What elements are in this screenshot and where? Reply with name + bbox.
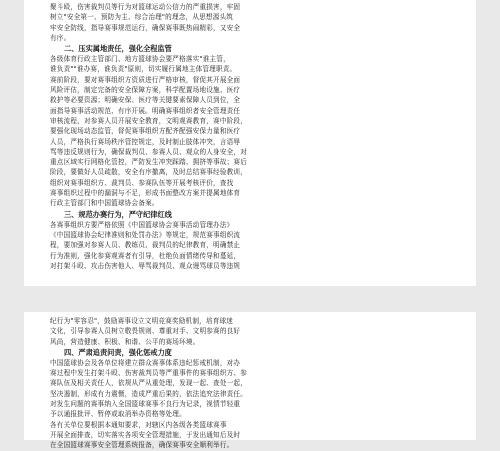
text-line: 人员，严格执行赛场秩序管控规定，及时制止肢体冲突，言语辱 bbox=[50, 137, 241, 146]
section-4-heading: 四、严肃追责问责，强化惩戒力度 bbox=[64, 347, 172, 357]
text-line: 阶段，要做好人员疏散，安全有序撤离，及时总结赛事经验教训， bbox=[50, 168, 248, 177]
text-line: 赛过程中发生打架斗殴、伤害裁判员等严重事件的赛事组织方、参 bbox=[50, 369, 248, 378]
text-line: 有序。 bbox=[50, 33, 71, 42]
section-3-paragraph bbox=[50, 220, 450, 271]
text-line: 要强化现场动态监管，督促赛事组织方配齐配强安保力量和医疗 bbox=[50, 127, 241, 136]
document-page-2 bbox=[24, 312, 476, 450]
section-2-heading: 二、压实属地责任，强化全程监管 bbox=[64, 44, 172, 54]
text-line: 面指导赛事活动规范、有序开展。明确赛事组织者安全管理责任 bbox=[50, 106, 241, 115]
text-line: 救护等必要资源；明确安保、医疗等关键要素保障人员到位，全 bbox=[50, 96, 241, 105]
text-line: 各有关单位要根据本通知要求，对辖区内各级各类篮球赛事 bbox=[50, 420, 227, 429]
text-line: 予以通报批评、暂停或取消举办资格等处理。 bbox=[50, 410, 186, 419]
text-line: 纪行为"零容忍"，鼓励赛事设立文明竞赛奖励机制，培育球迷 bbox=[50, 317, 234, 325]
section-3-heading: 三、规范办赛行为，严守纪律红线 bbox=[64, 209, 172, 219]
text-line: 在全国篮球赛事安全管理系统报备，确保赛事安全顺利举行。 bbox=[50, 441, 234, 450]
text-line: 赛队伍及相关责任人，依规从严从重处理，发现一起、查处一起， bbox=[50, 379, 248, 388]
text-line: 赛事组织过程中的漏洞与不足，形成书面整改方案并提属地体育 bbox=[50, 189, 241, 198]
text-line: 牢安全防线，指导赛事规范运行，确保赛事既热闹精彩，又安全 bbox=[50, 23, 241, 32]
text-line: 审核流程，对参赛人员开展安全教育，文明观赛教育，赛中阶段， bbox=[50, 116, 248, 125]
text-line: 中国篮球协会及各单位将建立群众赛事体系违纪惩戒机制，对办 bbox=[50, 358, 241, 367]
text-line: 风尚，营造健康、积极、和谐、公平的赛场环境。 bbox=[50, 337, 200, 346]
text-line: 程，要加强对参赛人员、教练员、裁判员的纪律教育，明确禁止 bbox=[50, 241, 241, 250]
text-line: 风险评估，制定完备的安全保障方案，科学配置场地设施、医疗 bbox=[50, 86, 241, 95]
text-line: 开展全面排查，切实落实各项安全管理措施，于发出通知后及时 bbox=[50, 430, 241, 439]
continuation-paragraph bbox=[50, 316, 450, 347]
text-line: 重点区域实行网格化管控，严防发生冲突踩踏、拥挤等事故；赛后 bbox=[50, 158, 248, 167]
section-2-paragraph bbox=[50, 54, 450, 208]
text-line: 组织对赛事组织方、裁判员、参赛队伍等开展考核评价，查找 bbox=[50, 178, 234, 187]
section-4-paragraph bbox=[50, 358, 450, 451]
document-page-1 bbox=[24, 0, 476, 286]
text-line: 谁负责""谁办赛，谁负责"原则，切实履行属地主体管理职责。 bbox=[50, 65, 237, 74]
text-line: 树立"安全第一、预防为主、综合治理"的理念，从思想源头筑 bbox=[50, 13, 234, 22]
text-line: 坚决遏制，形成有力震慑，造成严重后果的，依法追究法律责任。 bbox=[50, 389, 248, 398]
text-line: 《中国篮球协会纪律准则和处罚办法》等规定，规范赛事组织流 bbox=[50, 230, 241, 239]
text-line: 各级体育行政主管部门、地方篮球协会要严格落实"谁主管， bbox=[50, 55, 230, 64]
text-line: 聚斗殴，伤害裁判员等行为对篮球运动公信力的严重损害，牢固 bbox=[50, 3, 241, 11]
text-line: 文化，引导参赛人员树立敬畏规则、尊重对手、文明参赛的良好 bbox=[50, 327, 241, 336]
text-line: 赛前阶段，要对赛事组织方资质进行严格审核，督促其开展全面 bbox=[50, 75, 241, 84]
text-line: 行政主管部门和中国篮球协会备案。 bbox=[50, 199, 159, 208]
text-line: 对打架斗殴、攻击伤害他人、辱骂裁判员、观众谩骂球员等违规 bbox=[50, 261, 241, 270]
intro-paragraph bbox=[50, 2, 450, 43]
text-line: 行为准则，强化参赛观赛者有引导，杜绝负面情绪传导和蔓延， bbox=[50, 251, 241, 260]
text-line: 各赛事组织方要严格依照《中国篮球协会赛事活动管理办法》 bbox=[50, 220, 234, 229]
text-line: 对发生问题的赛事纳入全国篮球赛事不良行为记录，视情节轻重 bbox=[50, 400, 241, 409]
text-line: 骂等违反规则行为，确保裁判员、参赛人员、观众的人身安全，对 bbox=[50, 147, 248, 156]
